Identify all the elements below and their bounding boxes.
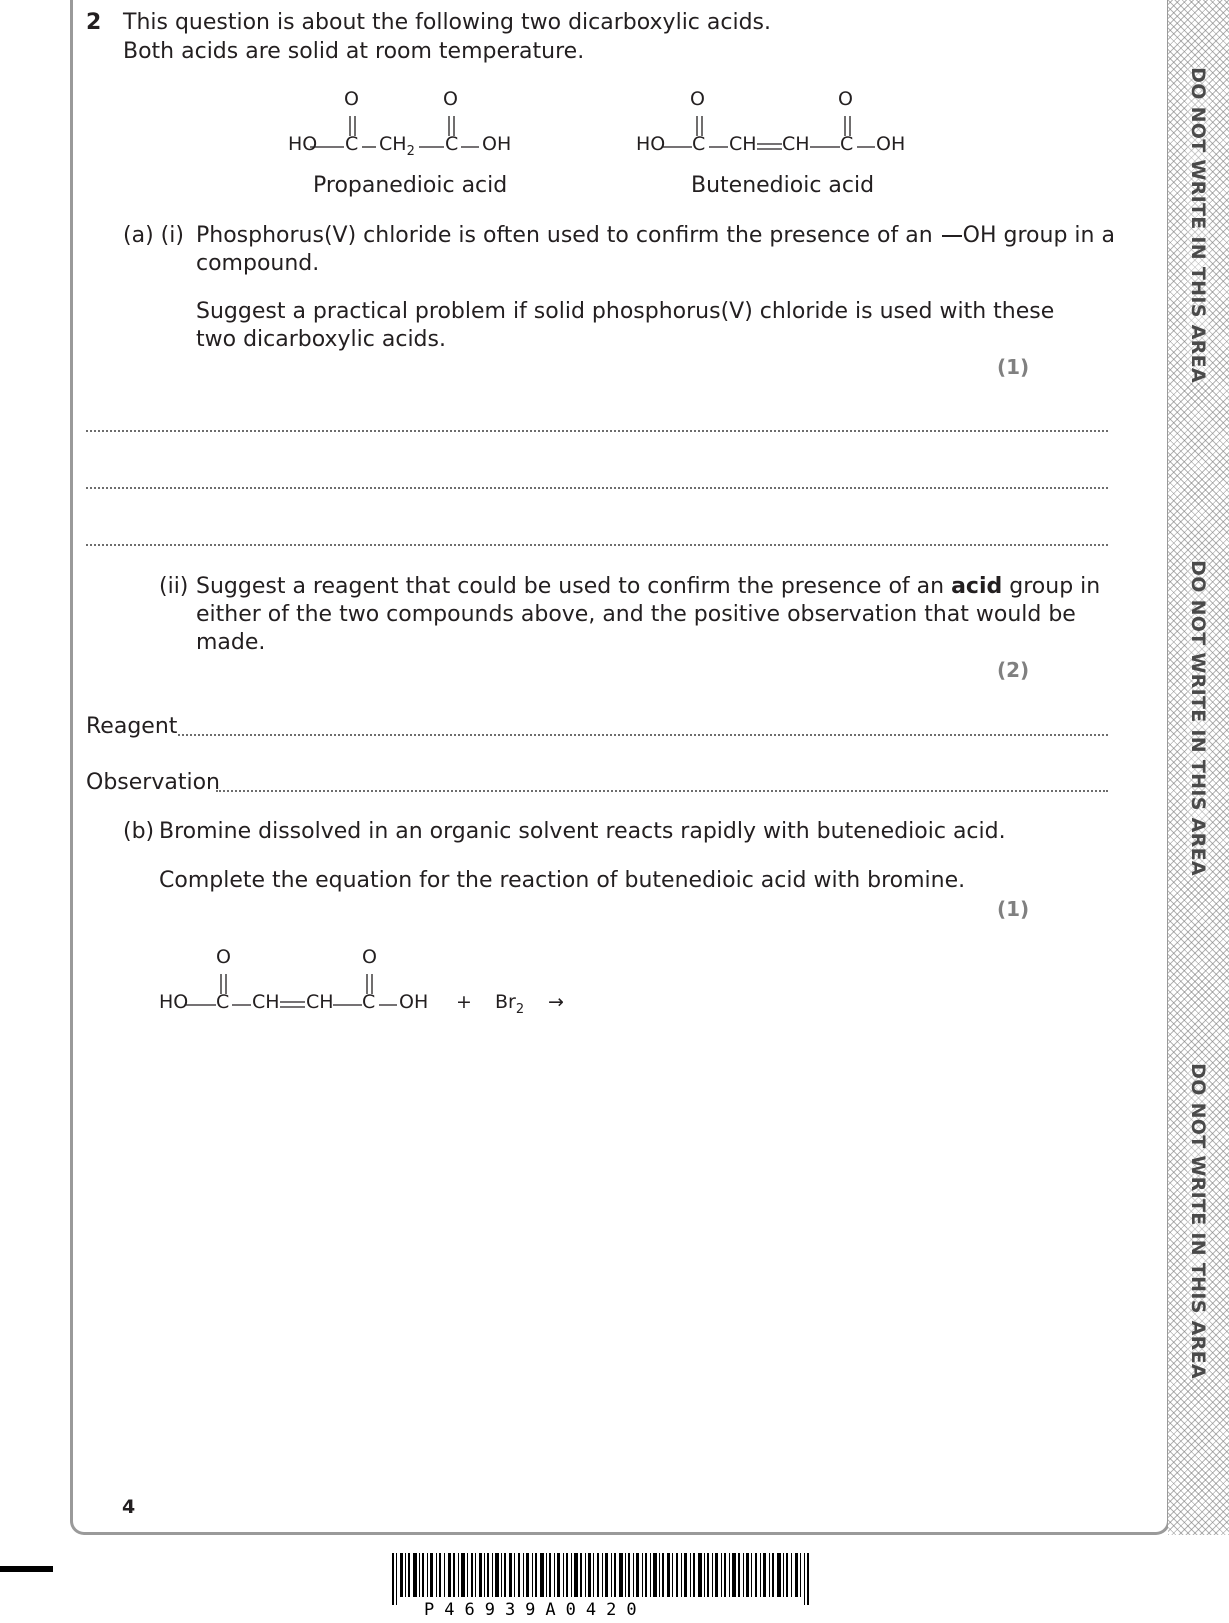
oxygen-label: O — [838, 88, 853, 110]
carbon-label: C — [362, 991, 376, 1013]
margin-warning-middle: DO NOT WRITE IN THIS AREA — [1187, 560, 1209, 876]
carbon-label: C — [345, 133, 359, 155]
part-b-line1: Bromine dissolved in an organic solvent reacts rapidly with butenedioic acid. — [159, 819, 1006, 844]
part-a-i-text-line2: compound. — [196, 251, 320, 276]
ch-group: CH — [252, 991, 280, 1013]
hydroxyl-left: HO — [636, 133, 666, 155]
part-a-ii-line3: made. — [196, 630, 266, 655]
reaction-arrow-icon: → — [548, 991, 564, 1013]
part-a-ii-line2: either of the two compounds above, and the positive observation that would be — [196, 602, 1076, 627]
ch-group: CH — [729, 133, 757, 155]
hydroxyl-right: OH — [876, 133, 906, 155]
part-a-ii-label: (ii) — [159, 574, 189, 599]
observation-answer-line[interactable] — [216, 790, 1108, 792]
observation-label: Observation — [86, 770, 220, 795]
hydroxyl-left: HO — [159, 991, 189, 1013]
part-b-line2: Complete the equation for the reaction of butenedioic acid with bromine. — [159, 868, 966, 893]
part-a-i-text-line1: Phosphorus(V) chloride is often used to confirm the presence of an OH group in a — [196, 223, 1115, 248]
answer-line[interactable] — [86, 544, 1108, 546]
barcode-text: P46939A0420 — [424, 1600, 647, 1620]
margin-warning-top: DO NOT WRITE IN THIS AREA — [1187, 67, 1209, 383]
answer-line[interactable] — [86, 430, 1108, 432]
registration-mark — [0, 1566, 53, 1572]
part-a-ii-line1: Suggest a reagent that could be used to confirm the presence of an acid group in — [196, 574, 1101, 599]
part-a-i-prompt-line1: Suggest a practical problem if solid phosphorus(V) chloride is used with these — [196, 299, 1055, 324]
carbon-label: C — [445, 133, 459, 155]
reagent-label: Reagent — [86, 714, 178, 739]
oxygen-label: O — [690, 88, 705, 110]
part-b-marks: (1) — [997, 897, 1030, 921]
oxygen-label: O — [443, 88, 458, 110]
carbon-label: C — [692, 133, 706, 155]
hydroxyl-right: OH — [482, 133, 512, 155]
oxygen-label: O — [362, 946, 377, 968]
part-a-i-prompt-line2: two dicarboxylic acids. — [196, 327, 446, 352]
ch-group: CH — [782, 133, 810, 155]
carbon-label: C — [840, 133, 854, 155]
oxygen-label: O — [216, 946, 231, 968]
barcode-icon — [392, 1553, 810, 1605]
propanedioic-name: Propanedioic acid — [313, 173, 508, 198]
hydroxyl-left: HO — [288, 133, 318, 155]
part-a-i-label: (a) (i) — [123, 223, 184, 248]
question-intro-line2: Both acids are solid at room temperature. — [123, 39, 585, 64]
reagent-answer-line[interactable] — [178, 734, 1108, 736]
plus-sign: + — [456, 991, 472, 1013]
bromine-formula: $Br_2$ — [495, 991, 525, 1017]
question-number: 2 — [86, 10, 102, 35]
part-a-ii-marks: (2) — [997, 658, 1030, 682]
carbon-label: C — [216, 991, 230, 1013]
part-b-label: (b) — [123, 819, 155, 844]
part-a-i-marks: (1) — [997, 355, 1030, 379]
margin-warning-bottom: DO NOT WRITE IN THIS AREA — [1187, 1063, 1209, 1379]
ch-group: CH — [306, 991, 334, 1013]
page-number: 4 — [122, 1496, 136, 1518]
question-intro-line1: This question is about the following two dicarboxylic acids. — [123, 10, 772, 35]
butenedioic-name: Butenedioic acid — [691, 173, 875, 198]
oxygen-label: O — [344, 88, 359, 110]
methylene-group: $CH_2$ — [379, 133, 415, 159]
hydroxyl-right: OH — [399, 991, 429, 1013]
answer-line[interactable] — [86, 487, 1108, 489]
